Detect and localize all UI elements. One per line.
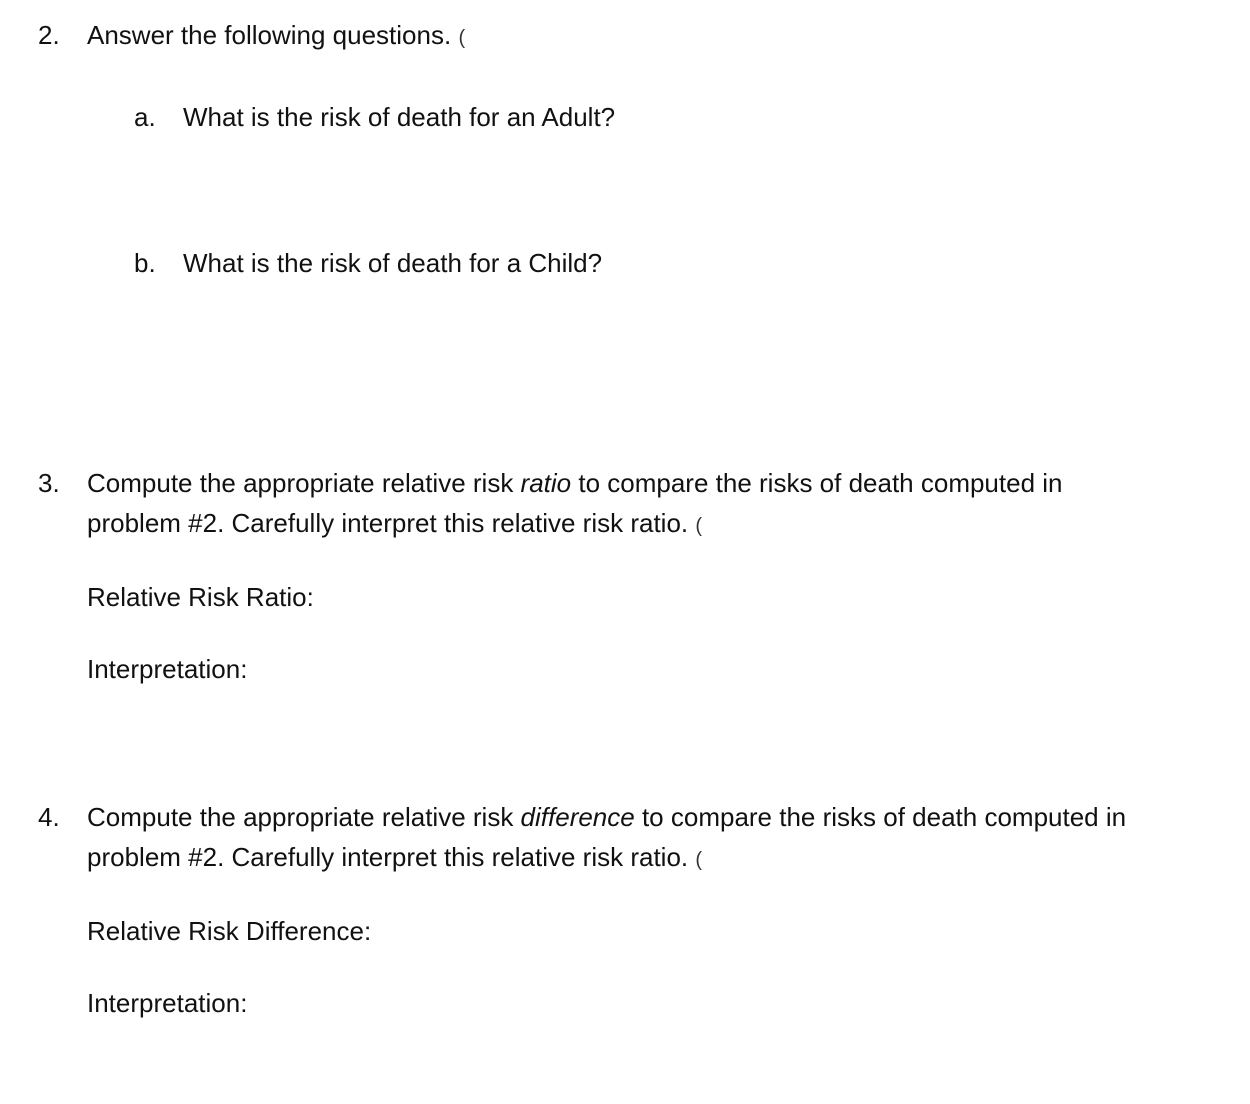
- question-2-points-fragment: (: [458, 27, 466, 49]
- question-3-line-2-text: problem #2. Carefully interpret this relative risk ratio.: [87, 508, 689, 538]
- question-4-interpretation-label: Interpretation:: [87, 988, 248, 1018]
- question-2b-text: What is the risk of death for a Child?: [183, 248, 603, 278]
- question-2a-marker: a.: [134, 102, 156, 132]
- question-4-line-1-before: Compute the appropriate relative risk: [87, 802, 521, 832]
- question-2-number: 2.: [38, 20, 60, 50]
- question-4-answer-label: Relative Risk Difference:: [87, 916, 372, 946]
- question-3-number: 3.: [38, 468, 60, 498]
- question-4-line-2-text: problem #2. Carefully interpret this relative risk ratio.: [87, 842, 689, 872]
- question-3-points-fragment: (: [695, 515, 703, 537]
- question-2-prompt: Answer the following questions.: [87, 20, 452, 50]
- question-2b-marker: b.: [134, 248, 156, 278]
- question-4-emphasis: difference: [520, 802, 635, 832]
- question-4-points-fragment: (: [695, 849, 703, 871]
- question-3-interpretation-label: Interpretation:: [87, 654, 248, 684]
- question-3-emphasis: ratio: [520, 468, 572, 498]
- question-3-answer-label: Relative Risk Ratio:: [87, 582, 314, 612]
- question-3-line-1: [87, 470, 1063, 496]
- question-2-text: [87, 22, 465, 48]
- question-3-line-1-after: to compare the risks of death computed in: [571, 468, 1063, 498]
- question-4-line-1: [87, 804, 1126, 830]
- question-2a-text: What is the risk of death for an Adult?: [183, 102, 616, 132]
- question-4-line-1-after: to compare the risks of death computed in: [634, 802, 1127, 832]
- question-3-line-2: [87, 510, 702, 536]
- question-4-number: 4.: [38, 802, 60, 832]
- question-4-line-2: [87, 844, 702, 870]
- question-3-line-1-before: Compute the appropriate relative risk: [87, 468, 521, 498]
